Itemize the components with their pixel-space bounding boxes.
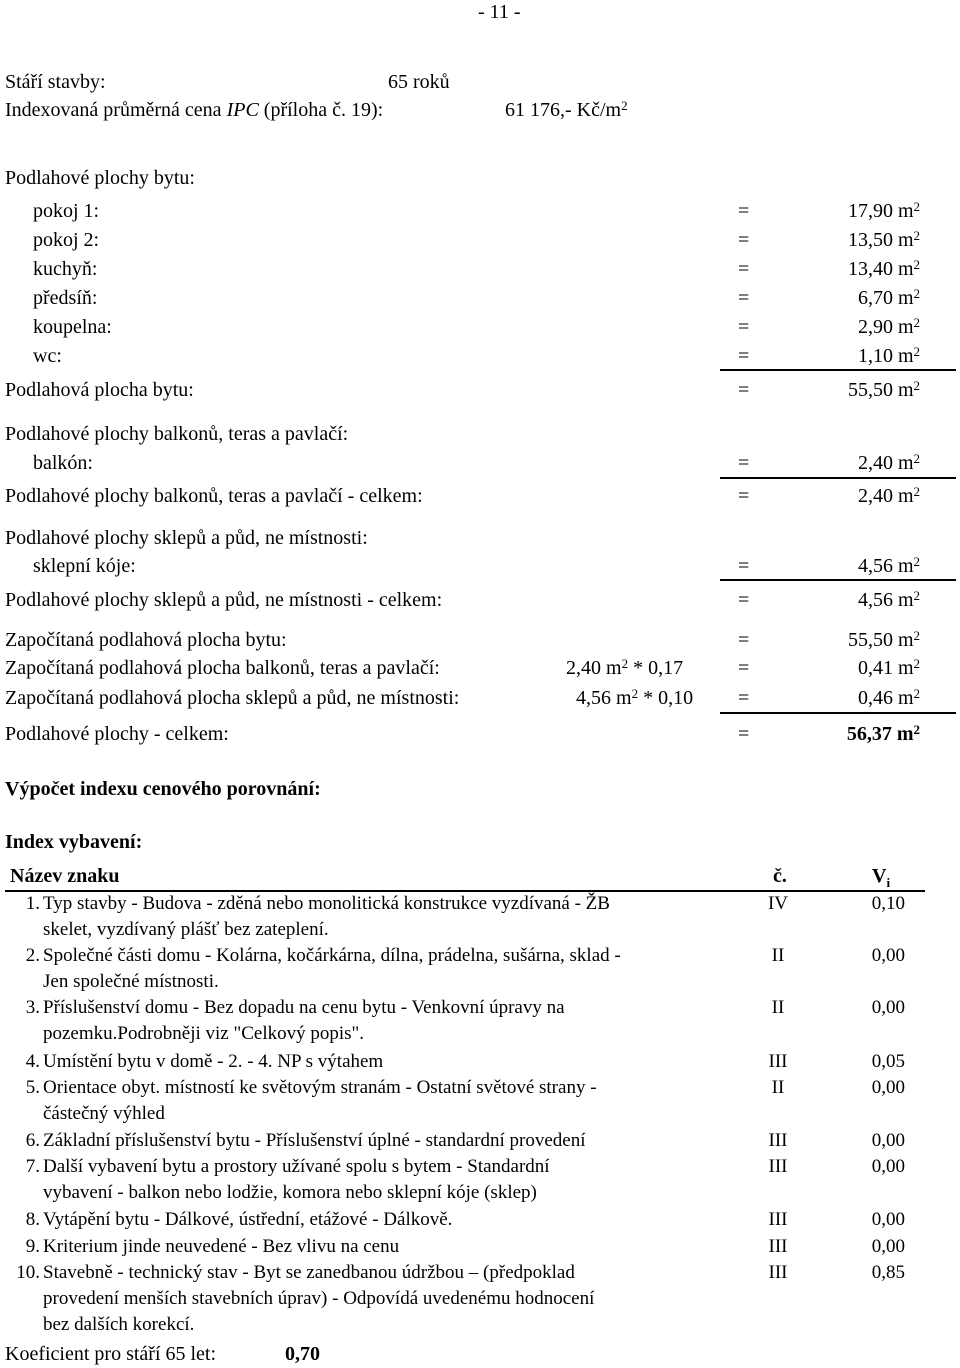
room-label: koupelna:	[33, 316, 112, 338]
row-description: pozemku.Podrobněji viz "Celkový popis".	[43, 1023, 365, 1044]
room-label: kuchyň:	[33, 258, 98, 280]
divider	[720, 477, 956, 479]
room-label: předsíň:	[33, 287, 98, 309]
age-coef-label: Koeficient pro stáří 65 let:	[5, 1343, 217, 1365]
row-description: Typ stavby - Budova - zděná nebo monolitická konstrukce vyzdívaná - ŽB	[43, 893, 610, 914]
balcony-item-value: 2,40 $m^2$	[857, 451, 920, 474]
equals-sign: =	[738, 316, 750, 338]
room-value: 13,40 $m^2$	[847, 257, 920, 280]
counted-cellar-calc: 4,56 $m^2 * 0,10$	[576, 686, 694, 709]
row-description: Stavebně - technický stav - Byt se zanedbanou údržbou – (předpoklad	[43, 1262, 575, 1283]
row-value: 0,05	[871, 1051, 905, 1072]
row-code: III	[768, 1156, 788, 1177]
row-description: Příslušenství domu - Bez dopadu na cenu bytu - Venkovní úpravy na	[43, 997, 565, 1018]
counted-flat-value: 55,50 $m^2$	[847, 628, 920, 651]
room-label: wc:	[33, 345, 62, 367]
divider	[720, 712, 956, 714]
index-heading: Výpočet indexu cenového porovnání:	[5, 778, 321, 800]
cellar-item-value: 4,56 $m^2$	[857, 554, 920, 577]
row-number: 5.	[25, 1077, 40, 1098]
row-description: Umístění bytu v domě - 2. - 4. NP s výtahem	[43, 1051, 384, 1072]
row-number: 1.	[25, 893, 40, 914]
room-value: 13,50 $m^2$	[847, 228, 920, 251]
floor-total-value: 55,50 $m^2$	[847, 378, 920, 401]
cellar-item-label: sklepní kóje:	[33, 555, 136, 577]
row-value: 0,00	[871, 997, 905, 1018]
age-label: Stáří stavby:	[5, 71, 106, 93]
counted-cellar-label: Započítaná podlahová plocha sklepů a půd, ne místnosti:	[5, 687, 460, 709]
row-value: 0,00	[871, 1130, 905, 1151]
page-number: - 11 -	[478, 1, 521, 23]
row-description: částečný výhled	[43, 1103, 165, 1124]
balcony-item-label: balkón:	[33, 452, 93, 474]
row-code: III	[768, 1051, 788, 1072]
equals-sign: =	[738, 555, 750, 577]
counted-cellar-value: 0,46 $m^2$	[857, 686, 920, 709]
divider	[720, 369, 956, 371]
counted-balcony-calc: 2,40 $m^2 * 0,17$	[566, 656, 684, 679]
cellar-heading: Podlahové plochy sklepů a půd, ne místnosti:	[5, 527, 368, 549]
grand-total-value: 56,37 $m^2$	[846, 722, 920, 745]
equals-sign: =	[738, 379, 750, 401]
row-value: 0,00	[871, 1156, 905, 1177]
equals-sign: =	[738, 485, 750, 507]
row-code: II	[771, 1077, 785, 1098]
row-description: vybavení - balkon nebo lodžie, komora nebo sklepní kóje (sklep)	[43, 1182, 537, 1203]
counted-balcony-label: Započítaná podlahová plocha balkonů, teras a pavlačí:	[5, 657, 440, 679]
equals-sign: =	[738, 229, 750, 251]
col-header-v: $V_i$	[872, 865, 891, 890]
row-code: III	[768, 1209, 788, 1230]
balcony-heading: Podlahové plochy balkonů, teras a pavlačí:	[5, 423, 349, 445]
col-header-number: č.	[773, 865, 787, 887]
row-description: Společné části domu - Kolárna, kočárkárna, dílna, prádelna, sušárna, sklad -	[43, 945, 621, 966]
row-number: 9.	[25, 1236, 40, 1257]
row-number: 10.	[16, 1262, 40, 1283]
equals-sign: =	[738, 452, 750, 474]
age-coef-value: 0,70	[285, 1343, 320, 1365]
row-value: 0,10	[871, 893, 905, 914]
grand-total-label: Podlahové plochy - celkem:	[5, 723, 229, 745]
equals-sign: =	[738, 345, 750, 367]
cellar-total-label: Podlahové plochy sklepů a půd, ne místnosti - celkem:	[5, 589, 443, 611]
row-description: Orientace obyt. místností ke světovým stranám - Ostatní světové strany -	[43, 1077, 597, 1098]
room-value: 6,70 $m^2$	[857, 286, 920, 309]
equals-sign: =	[738, 723, 750, 745]
cellar-total-value: 4,56 $m^2$	[857, 588, 920, 611]
floor-total-label: Podlahová plocha bytu:	[5, 379, 194, 401]
row-code: III	[768, 1262, 788, 1283]
counted-balcony-value: 0,41 $m^2$	[857, 656, 920, 679]
row-code: II	[771, 945, 785, 966]
row-description: skelet, vyzdívaný plášť bez zateplení.	[43, 919, 329, 940]
row-code: II	[771, 997, 785, 1018]
ipc-label: Indexovaná průměrná cena IPC (příloha č. 19):	[5, 99, 384, 121]
row-value: 0,00	[871, 1236, 905, 1257]
row-description: Základní příslušenství bytu - Příslušenství úplné - standardní provedení	[43, 1130, 586, 1151]
row-value: 0,85	[871, 1262, 905, 1283]
row-description: bez dalších korekcí.	[43, 1314, 195, 1335]
divider	[720, 579, 956, 581]
balcony-total-value: 2,40 $m^2$	[857, 484, 920, 507]
row-code: III	[768, 1130, 788, 1151]
room-value: 1,10 $m^2$	[857, 344, 920, 367]
equals-sign: =	[738, 287, 750, 309]
row-number: 3.	[25, 997, 40, 1018]
row-description: Kriterium jinde neuvedené - Bez vlivu na cenu	[43, 1236, 400, 1257]
equip-heading: Index vybavení:	[5, 831, 143, 853]
row-number: 2.	[25, 945, 40, 966]
row-value: 0,00	[871, 1077, 905, 1098]
counted-flat-label: Započítaná podlahová plocha bytu:	[5, 629, 287, 651]
room-label: pokoj 2:	[33, 229, 100, 251]
equals-sign: =	[738, 657, 750, 679]
row-description: Další vybavení bytu a prostory užívané spolu s bytem - Standardní	[43, 1156, 550, 1177]
equals-sign: =	[738, 200, 750, 222]
row-value: 0,00	[871, 1209, 905, 1230]
row-code: IV	[767, 893, 789, 914]
row-number: 6.	[25, 1130, 40, 1151]
equals-sign: =	[738, 258, 750, 280]
room-label: pokoj 1:	[33, 200, 100, 222]
ipc-value: 61 176,- $Kč/m^2$	[505, 98, 628, 121]
col-header-name: Název znaku	[10, 865, 120, 887]
balcony-total-label: Podlahové plochy balkonů, teras a pavlačí - celkem:	[5, 485, 423, 507]
row-description: provedení menších stavebních úprav) - Odpovídá uvedenému hodnocení	[43, 1288, 595, 1309]
row-number: 8.	[25, 1209, 40, 1230]
row-number: 4.	[25, 1051, 40, 1072]
equals-sign: =	[738, 629, 750, 651]
row-description: Vytápění bytu - Dálkové, ústřední, etážové - Dálkově.	[43, 1209, 453, 1230]
equals-sign: =	[738, 589, 750, 611]
row-code: III	[768, 1236, 788, 1257]
room-value: 2,90 $m^2$	[857, 315, 920, 338]
equals-sign: =	[738, 687, 750, 709]
row-value: 0,00	[871, 945, 905, 966]
floor-heading: Podlahové plochy bytu:	[5, 167, 195, 189]
age-value: 65 roků	[388, 71, 450, 93]
room-value: 17,90 $m^2$	[847, 199, 920, 222]
row-number: 7.	[25, 1156, 40, 1177]
row-description: Jen společné místnosti.	[43, 971, 219, 992]
